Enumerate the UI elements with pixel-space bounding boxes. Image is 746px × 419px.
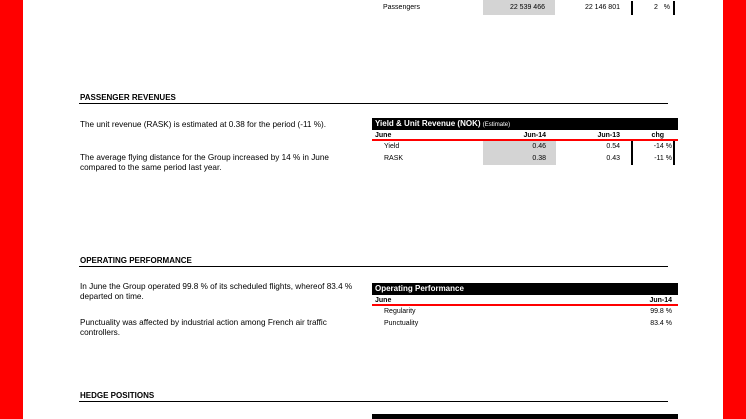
passengers-row [372, 0, 678, 16]
passengers-current: 22 539 466 [483, 0, 555, 15]
operating-paragraph-1: In June the Group operated 99.8 % of its scheduled flights, whereof 83.4 % departed on time. [80, 282, 353, 301]
passengers-change: 2 % [654, 4, 670, 11]
operating-table-header: Operating Performance [372, 283, 678, 295]
yield-table-header: Yield & Unit Revenue (NOK) (Estimate) [372, 118, 678, 130]
yield-table-columns: June Jun-14 Jun-13 chg [372, 130, 678, 141]
table-row: Yield 0.46 0.54 -14 % [372, 141, 678, 153]
table-row: Punctuality 83.4 % [384, 320, 672, 327]
right-red-border [723, 0, 746, 419]
section-title-operating: OPERATING PERFORMANCE [80, 256, 192, 265]
table-row: RASK 0.38 0.43 -11 % [372, 153, 678, 165]
column-separator [673, 1, 675, 15]
revenues-paragraph-1: The unit revenue (RASK) is estimated at 0.38 for the period (-11 %). [80, 120, 327, 129]
left-red-border [0, 0, 23, 419]
table-row: Regularity 99.8 % [384, 308, 672, 315]
section-title-revenues: PASSENGER REVENUES [80, 93, 176, 102]
section-rule [79, 401, 668, 402]
section-rule [79, 103, 668, 104]
revenues-paragraph-2: The average flying distance for the Group increased by 14 % in June compared to the same period last year. [80, 153, 329, 172]
section-title-hedge: HEDGE POSITIONS [80, 391, 155, 400]
operating-table-columns: June Jun-14 [372, 295, 678, 306]
passengers-previous: 22 146 801 [584, 4, 620, 11]
operating-table [372, 283, 678, 330]
section-rule [79, 266, 668, 267]
hedge-table-header [372, 414, 678, 419]
passengers-label: Passengers [383, 4, 420, 11]
operating-paragraph-2: Punctuality was affected by industrial action among French air traffic controllers. [80, 318, 327, 337]
yield-table [372, 118, 678, 165]
